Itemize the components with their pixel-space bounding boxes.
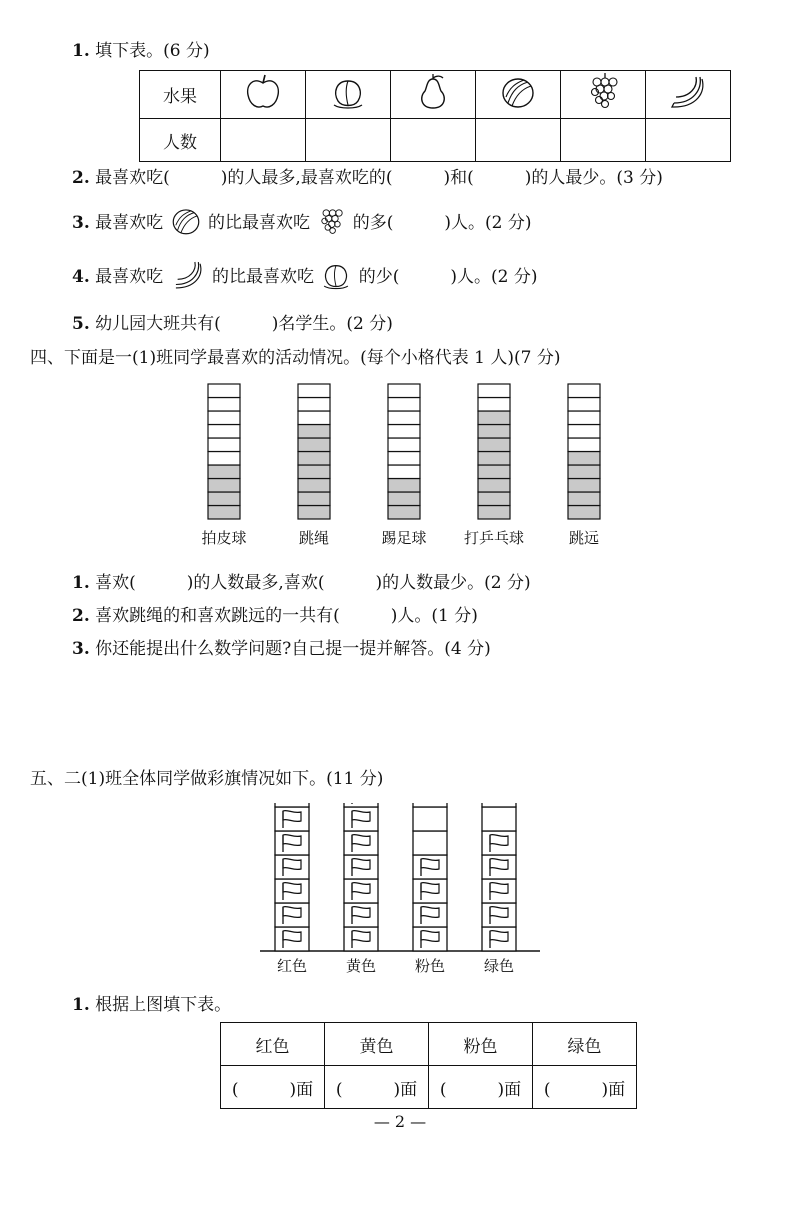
table-row [140, 119, 731, 162]
bar-cell-filled [298, 425, 330, 439]
flag-column [344, 803, 378, 951]
bar-cell-filled [478, 452, 510, 466]
flag-cell [413, 927, 447, 951]
bar-cell-empty [208, 438, 240, 452]
bar-cell-empty [298, 411, 330, 425]
bar-cell-filled [298, 438, 330, 452]
flag-cell [344, 903, 378, 927]
category-label: 跳远 [568, 529, 600, 547]
question-text: 最喜欢吃( )的人最多,最喜欢吃的( )和( )的人最少。(3 分) [95, 168, 663, 188]
bar-cell-filled [298, 465, 330, 479]
answer-cell[interactable] [476, 119, 561, 162]
flag-cell [275, 903, 309, 927]
question-number: 2. [72, 168, 90, 188]
bar-cell-filled [568, 479, 600, 493]
p4-q3-line [72, 634, 491, 659]
q3-line [72, 202, 532, 245]
q2-line [72, 163, 663, 188]
flag-cell [413, 807, 447, 831]
answer-cell[interactable] [646, 119, 731, 162]
bar-cell-filled [478, 465, 510, 479]
question-text: 的比最喜欢吃 [211, 267, 314, 287]
flag-cell [344, 803, 378, 807]
section-heading-5: 五、二(1)班全体同学做彩旗情况如下。(11 分) [30, 769, 384, 789]
question-number: 3. [72, 639, 90, 659]
category-label: 拍皮球 [201, 529, 247, 547]
answer-cell[interactable] [561, 119, 646, 162]
bar-cell-empty [568, 411, 600, 425]
question-number: 2. [72, 606, 90, 626]
question-text: 喜欢跳绳的和喜欢跳远的一共有( )人。(1 分) [95, 606, 478, 626]
bar-cell-filled [208, 465, 240, 479]
flag-cell [482, 831, 516, 855]
bar-cell-empty [568, 438, 600, 452]
p5-q1-line [72, 990, 231, 1015]
flag-table [220, 1022, 637, 1109]
table-row [140, 71, 731, 119]
bar-cell-filled [478, 425, 510, 439]
bar-cell-filled [388, 479, 420, 493]
flag-cell [344, 831, 378, 855]
bar-cell-empty [208, 425, 240, 439]
flag-cell [275, 879, 309, 903]
bar-cell-filled [388, 506, 420, 520]
row-label: 水果 [140, 71, 221, 119]
question-number: 1. [72, 573, 90, 593]
bar-column [298, 384, 330, 519]
fruit-table [139, 70, 731, 162]
q1-line [72, 36, 210, 61]
flag-cell [413, 879, 447, 903]
row-label: 人数 [140, 119, 221, 162]
question-text: 喜欢( )的人数最多,喜欢( )的人数最少。(2 分) [95, 573, 531, 593]
answer-cell[interactable]: ( )面 [429, 1066, 533, 1109]
question-text: 的比最喜欢吃 [207, 213, 310, 233]
peach-icon [306, 71, 391, 119]
bar-cell-empty [478, 398, 510, 412]
category-label: 红色 [276, 957, 308, 975]
bar-cell-empty [568, 425, 600, 439]
p4-q1-line [72, 568, 531, 593]
bar-cell-empty [388, 384, 420, 398]
category-label: 粉色 [414, 957, 446, 975]
page-number: — 2 — [373, 1112, 427, 1131]
flag-chart [255, 803, 555, 978]
grape-icon [561, 71, 646, 119]
bar-cell-filled [298, 492, 330, 506]
flag-cell [413, 855, 447, 879]
bar-cell-empty [568, 384, 600, 398]
q4-line [72, 258, 538, 297]
flag-cell [482, 807, 516, 831]
question-text: 最喜欢吃 [95, 267, 164, 287]
bar-column [388, 384, 420, 519]
bar-cell-filled [388, 492, 420, 506]
bar-cell-empty [568, 398, 600, 412]
flag-cell [482, 803, 516, 807]
apple-icon [221, 71, 306, 119]
banana-icon [169, 258, 207, 297]
bar-cell-filled [568, 492, 600, 506]
question-number: 1. [72, 41, 90, 61]
category-label: 跳绳 [298, 529, 330, 547]
question-text: 你还能提出什么数学问题?自己提一提并解答。(4 分) [95, 639, 491, 659]
table-header: 绿色 [533, 1023, 637, 1066]
bar-cell-empty [208, 411, 240, 425]
table-header: 粉色 [429, 1023, 533, 1066]
bar-cell-filled [478, 492, 510, 506]
table-row [221, 1023, 637, 1066]
bar-cell-empty [298, 398, 330, 412]
bar-cell-filled [298, 506, 330, 520]
question-number: 3. [72, 213, 90, 233]
question-text: 最喜欢吃 [95, 213, 164, 233]
bar-cell-filled [208, 492, 240, 506]
grape-icon [315, 202, 347, 245]
flag-cell [413, 803, 447, 807]
answer-cell[interactable] [391, 119, 476, 162]
question-number: 5. [72, 314, 90, 334]
flag-cell [344, 927, 378, 951]
flag-cell [482, 879, 516, 903]
category-label: 黄色 [345, 957, 377, 975]
bar-cell-empty [478, 384, 510, 398]
peach-icon [319, 258, 353, 297]
banana-icon [646, 71, 731, 119]
bar-cell-empty [388, 425, 420, 439]
watermelon-icon [476, 71, 561, 119]
table-header: 红色 [221, 1023, 325, 1066]
flag-cell [482, 927, 516, 951]
answer-cell[interactable] [306, 119, 391, 162]
bar-cell-empty [388, 438, 420, 452]
bar-cell-filled [208, 479, 240, 493]
flag-column [275, 803, 309, 951]
flag-cell [275, 807, 309, 831]
flag-cell [275, 855, 309, 879]
bar-column [208, 384, 240, 519]
bar-cell-filled [478, 438, 510, 452]
bar-cell-empty [208, 452, 240, 466]
category-label: 绿色 [483, 957, 515, 975]
flag-cell [482, 855, 516, 879]
flag-column [482, 803, 516, 951]
bar-cell-empty [208, 398, 240, 412]
question-text: 幼儿园大班共有( )名学生。(2 分) [95, 314, 393, 334]
bar-cell-filled [568, 506, 600, 520]
answer-cell[interactable]: ( )面 [221, 1066, 325, 1109]
bar-cell-empty [388, 411, 420, 425]
flag-column [413, 803, 447, 951]
flag-cell [344, 879, 378, 903]
bar-cell-filled [568, 465, 600, 479]
bar-cell-filled [208, 506, 240, 520]
question-text: 的多( )人。(2 分) [352, 213, 532, 233]
question-text: 根据上图填下表。 [95, 995, 232, 1015]
bar-cell-empty [208, 384, 240, 398]
question-text: 的少( )人。(2 分) [358, 267, 538, 287]
bar-column [478, 384, 510, 519]
bar-cell-filled [298, 452, 330, 466]
flag-cell [275, 927, 309, 951]
flag-cell [344, 807, 378, 831]
section-heading-4: 四、下面是一(1)班同学最喜欢的活动情况。(每个小格代表 1 人)(7 分) [30, 348, 561, 368]
answer-cell[interactable]: ( )面 [533, 1066, 637, 1109]
bar-cell-filled [478, 506, 510, 520]
bar-column [568, 384, 600, 519]
bar-cell-filled [478, 479, 510, 493]
answer-cell[interactable] [221, 119, 306, 162]
flag-cell [413, 831, 447, 855]
q5-line [72, 309, 393, 334]
bar-cell-empty [388, 452, 420, 466]
watermelon-icon [169, 204, 203, 243]
bar-cell-empty [298, 384, 330, 398]
table-header: 黄色 [325, 1023, 429, 1066]
flag-cell [344, 855, 378, 879]
bar-cell-filled [478, 411, 510, 425]
answer-cell[interactable]: ( )面 [325, 1066, 429, 1109]
table-row [221, 1066, 637, 1109]
category-label: 打乒乓球 [463, 529, 525, 547]
flag-cell [275, 803, 309, 807]
question-text: 填下表。(6 分) [95, 41, 210, 61]
category-label: 踢足球 [381, 529, 427, 547]
p4-q2-line [72, 601, 478, 626]
flag-cell [413, 903, 447, 927]
flag-cell [482, 903, 516, 927]
question-number: 4. [72, 267, 90, 287]
bar-cell-empty [388, 465, 420, 479]
bar-cell-filled [298, 479, 330, 493]
question-number: 1. [72, 995, 90, 1015]
flag-cell [275, 831, 309, 855]
bar-cell-empty [388, 398, 420, 412]
activity-chart [180, 382, 620, 562]
pear-icon [391, 71, 476, 119]
bar-cell-filled [568, 452, 600, 466]
